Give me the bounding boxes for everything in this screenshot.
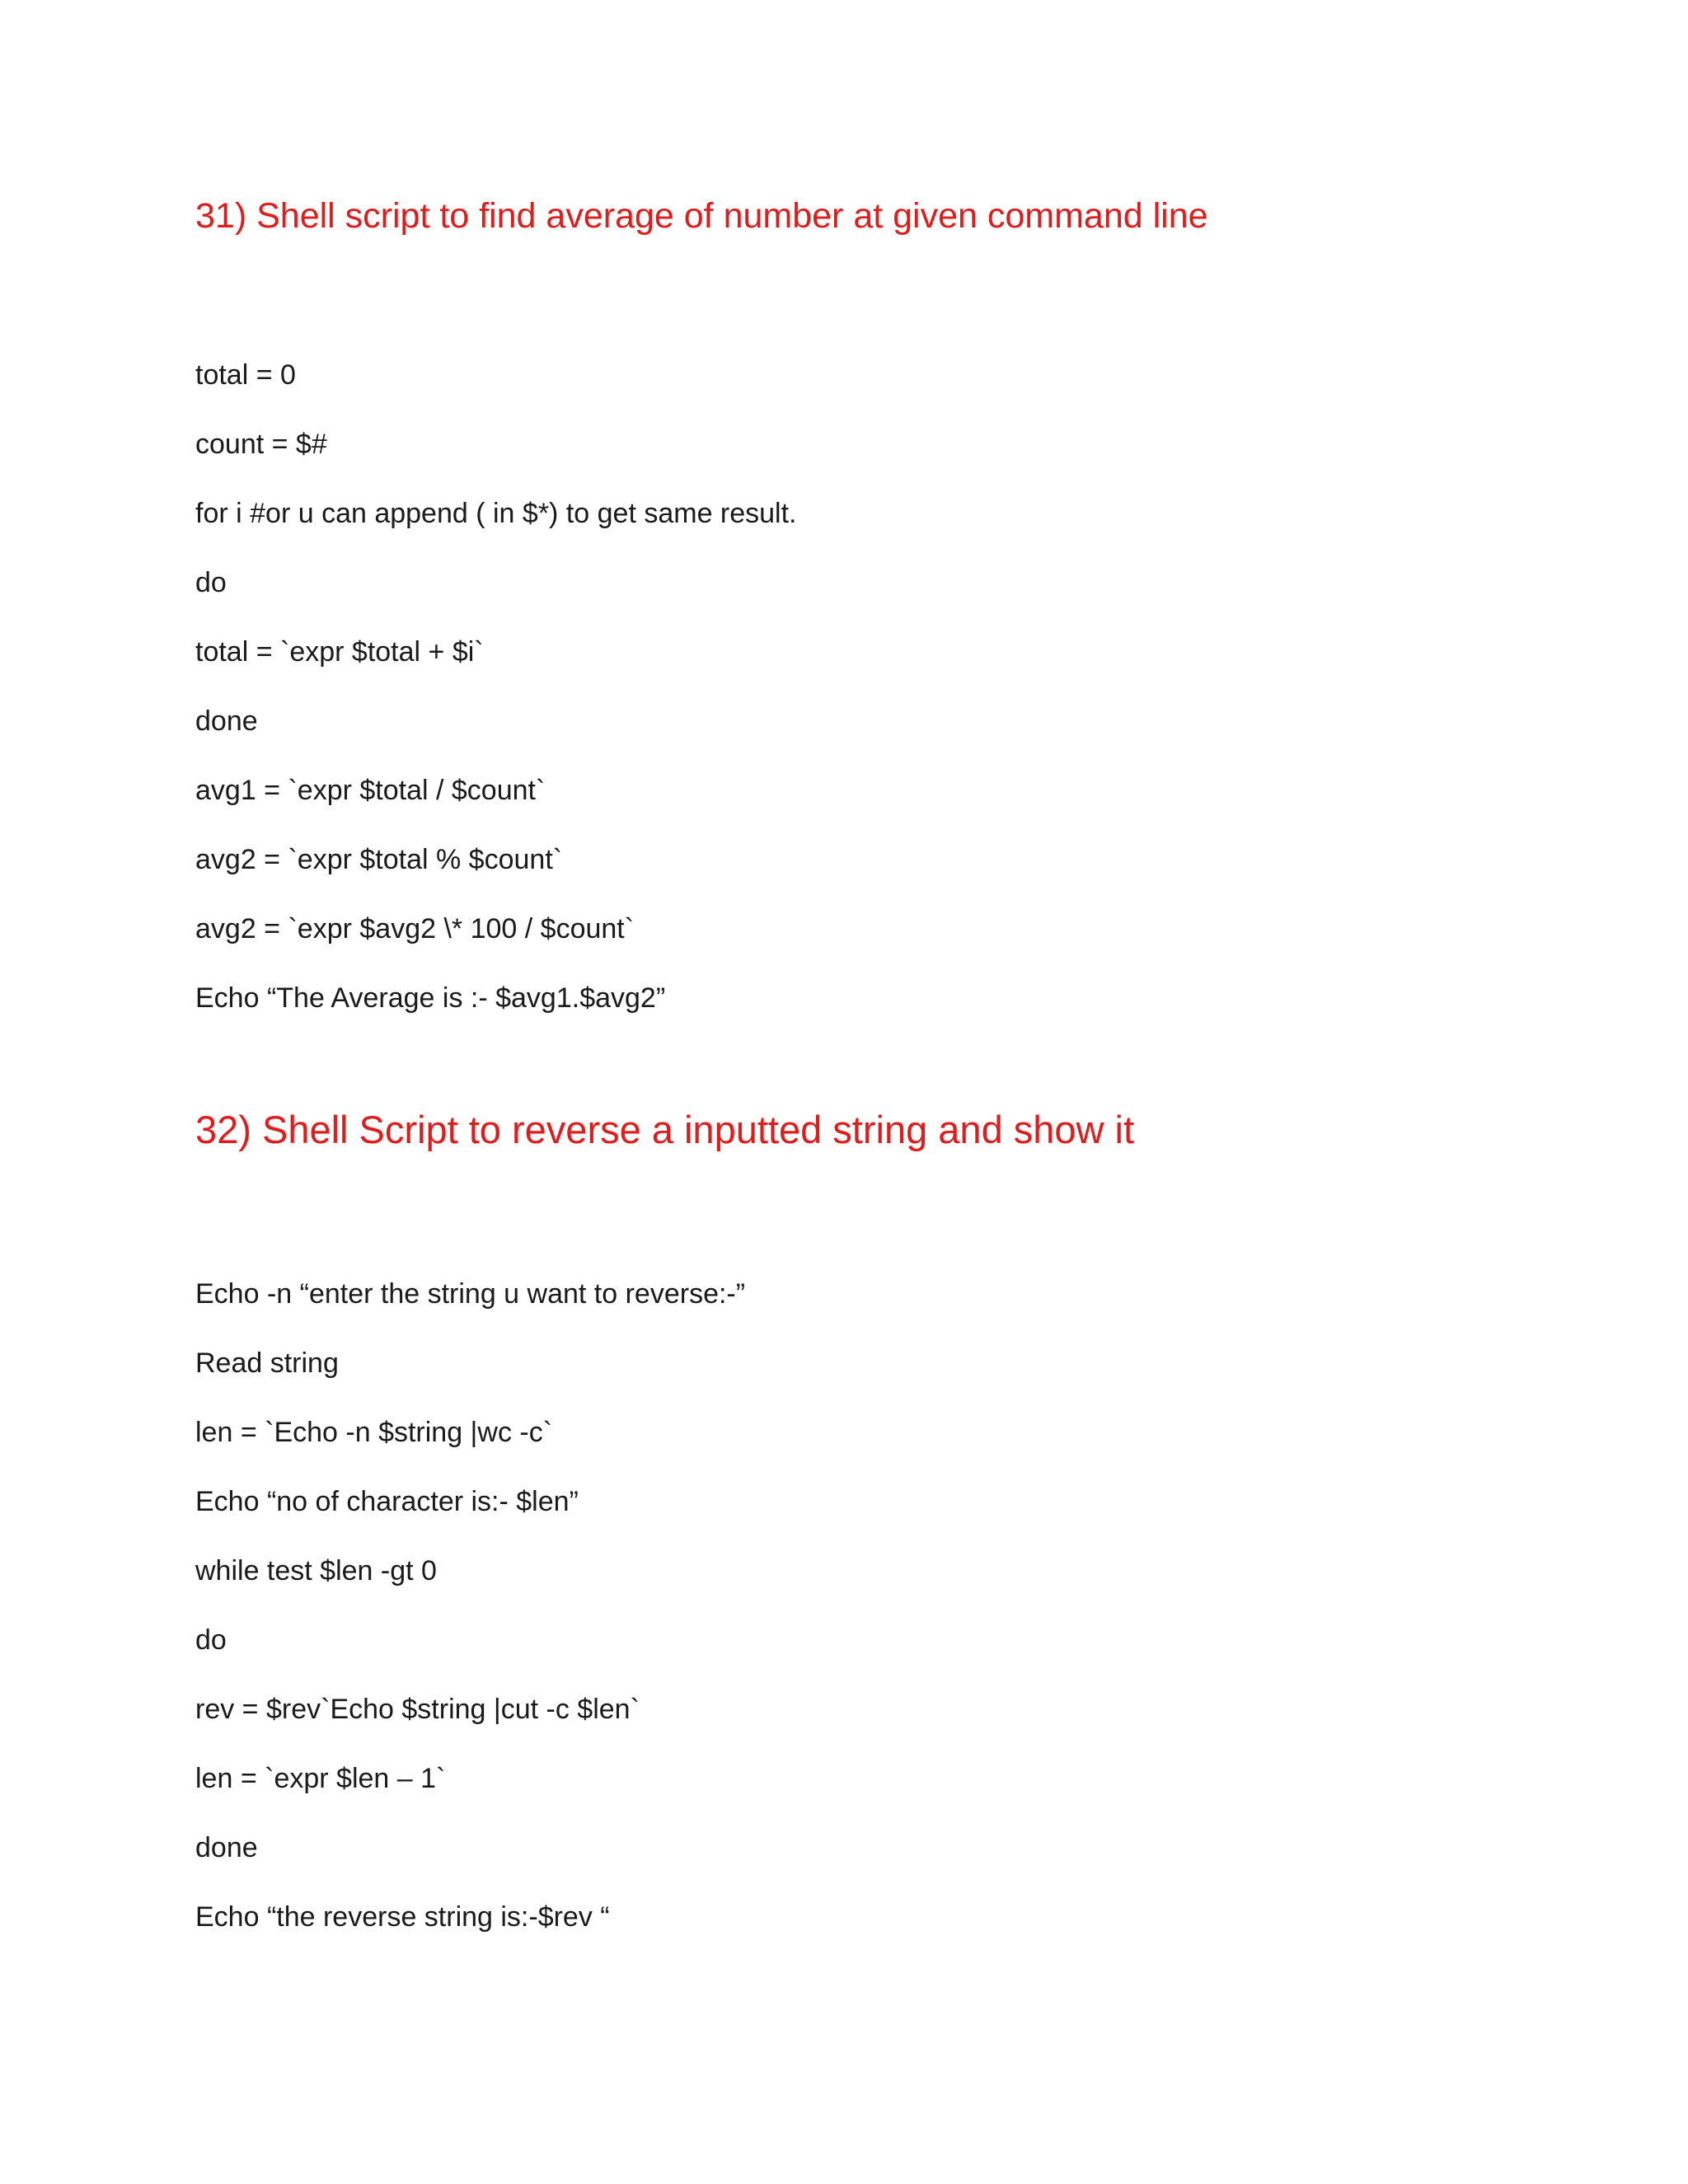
code-line: total = 0 (195, 359, 296, 391)
code-line: total = `expr $total + $i` (195, 636, 484, 668)
code-line: for i #or u can append ( in $*) to get same result. (195, 498, 797, 529)
section-31 (195, 190, 1597, 1050)
section-32 (195, 1104, 1597, 1969)
code-block (195, 358, 1597, 1015)
code-line: do (195, 567, 227, 598)
code-line: Echo “no of character is:- $len” (195, 1486, 579, 1517)
section-heading: 32) Shell Script to reverse a inputted string and show it (195, 1108, 1135, 1151)
code-line: Echo -n “enter the string u want to reverse:-” (195, 1278, 746, 1310)
code-line: Echo “the reverse string is:-$rev “ (195, 1901, 610, 1933)
code-line: while test $len -gt 0 (195, 1555, 437, 1586)
code-line: rev = $rev`Echo $string |cut -c $len` (195, 1694, 640, 1725)
code-line: Read string (195, 1347, 339, 1379)
code-line: Echo “The Average is :- $avg1.$avg2” (195, 982, 666, 1014)
code-line: avg2 = `expr $total % $count` (195, 844, 563, 875)
code-line: len = `expr $len – 1` (195, 1763, 446, 1794)
code-line: done (195, 705, 258, 737)
code-line: len = `Echo -n $string |wc -c` (195, 1417, 553, 1448)
code-line: avg1 = `expr $total / $count` (195, 775, 546, 806)
code-block (195, 1277, 1597, 1934)
code-line: done (195, 1832, 258, 1863)
code-line: do (195, 1624, 227, 1656)
code-line: count = $# (195, 429, 327, 460)
section-heading: 31) Shell script to find average of number at given command line (195, 196, 1208, 236)
code-line: avg2 = `expr $avg2 \* 100 / $count` (195, 913, 635, 944)
